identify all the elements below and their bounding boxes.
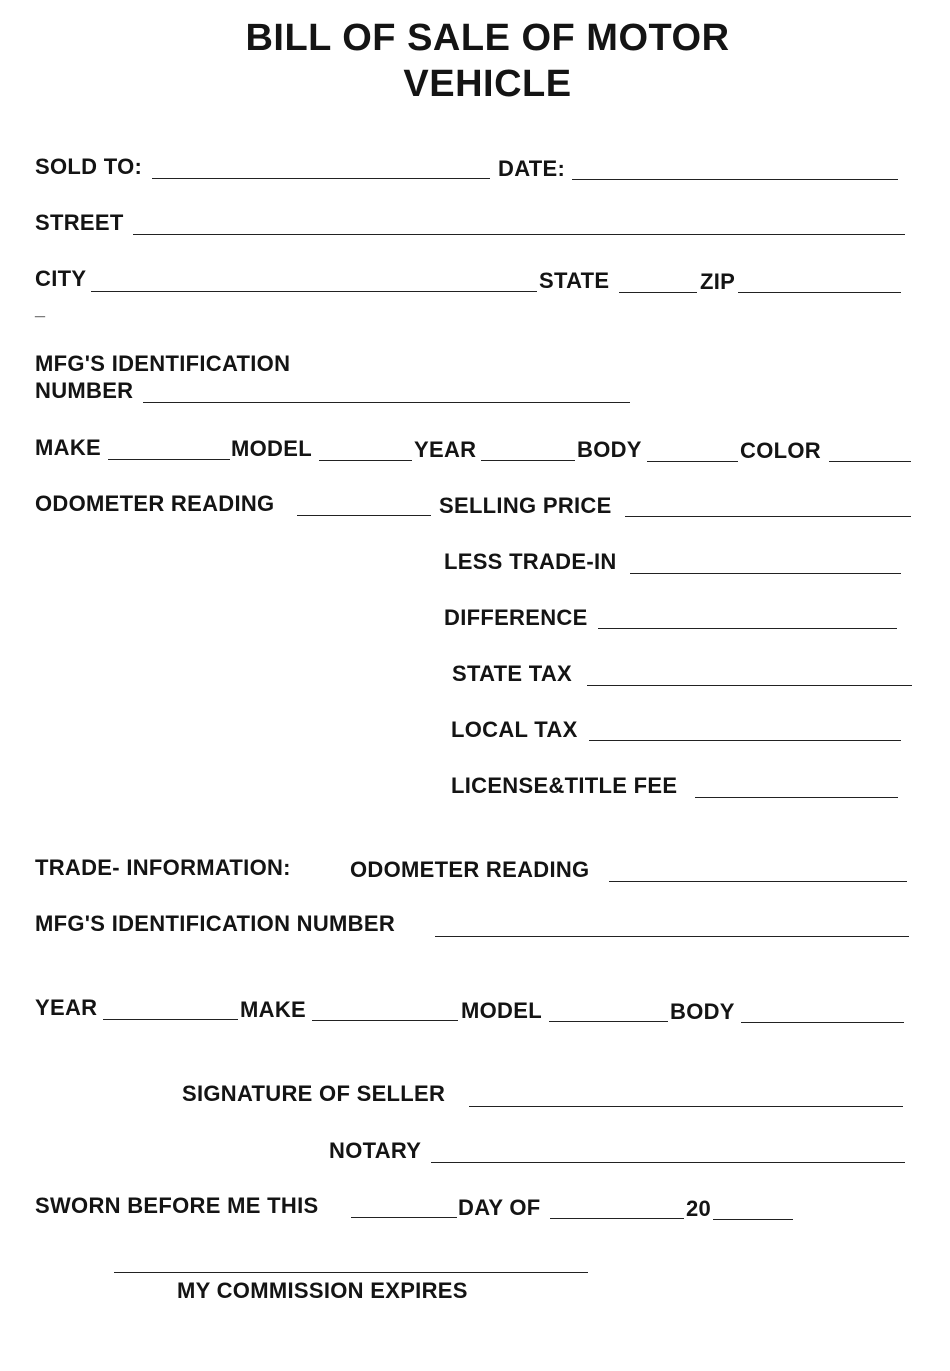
mfg-id-label-line2: NUMBER [35, 378, 134, 403]
trade-year-label: YEAR [35, 995, 98, 1020]
city-field[interactable] [91, 291, 537, 292]
body-field[interactable] [647, 461, 738, 462]
make-label: MAKE [35, 435, 101, 460]
less-trade-in-field[interactable] [630, 573, 901, 574]
commission-expires-field[interactable] [114, 1272, 588, 1273]
day-of-label: DAY OF [458, 1195, 541, 1220]
form-title-line2: VEHICLE [403, 63, 572, 105]
seller-signature-label: SIGNATURE OF SELLER [182, 1081, 446, 1106]
selling-price-field[interactable] [625, 516, 911, 517]
model-label: MODEL [231, 436, 312, 461]
trade-model-label: MODEL [461, 998, 542, 1023]
zip-field[interactable] [738, 292, 901, 293]
less-trade-in-label: LESS TRADE-IN [444, 549, 617, 574]
commission-expires-label: MY COMMISSION EXPIRES [177, 1278, 468, 1303]
model-field[interactable] [319, 460, 412, 461]
sworn-label: SWORN BEFORE ME THIS [35, 1193, 319, 1218]
mfg-id-label-line1: MFG'S IDENTIFICATION [35, 351, 291, 376]
trade-information-heading: TRADE- INFORMATION: [35, 855, 291, 880]
body-label: BODY [577, 437, 642, 462]
notary-label: NOTARY [329, 1138, 422, 1163]
mfg-id-field[interactable] [143, 402, 630, 403]
form-title-line1: BILL OF SALE OF MOTOR [245, 17, 730, 59]
trade-mfg-id-field[interactable] [435, 936, 909, 937]
trade-year-field[interactable] [103, 1019, 238, 1020]
year-field[interactable] [481, 460, 575, 461]
trade-odometer-field[interactable] [609, 881, 907, 882]
sold-to-field[interactable] [152, 178, 490, 179]
selling-price-label: SELLING PRICE [439, 493, 612, 518]
trade-body-label: BODY [670, 999, 735, 1024]
difference-field[interactable] [598, 628, 897, 629]
state-tax-field[interactable] [587, 685, 912, 686]
local-tax-label: LOCAL TAX [451, 717, 578, 742]
local-tax-field[interactable] [589, 740, 901, 741]
sworn-day-field[interactable] [351, 1217, 457, 1218]
year-label: YEAR [414, 437, 477, 462]
trade-odometer-label: ODOMETER READING [350, 857, 590, 882]
license-title-fee-label: LICENSE&TITLE FEE [451, 773, 678, 798]
trade-make-field[interactable] [312, 1020, 458, 1021]
date-label: DATE: [498, 156, 566, 181]
trade-model-field[interactable] [549, 1021, 668, 1022]
make-field[interactable] [108, 459, 230, 460]
state-field[interactable] [619, 292, 697, 293]
odometer-field[interactable] [297, 515, 431, 516]
license-title-fee-field[interactable] [695, 797, 898, 798]
year-prefix-label: 20 [686, 1196, 712, 1221]
date-field[interactable] [572, 179, 898, 180]
trade-body-field[interactable] [741, 1022, 904, 1023]
day-of-field[interactable] [550, 1218, 684, 1219]
sold-to-label: SOLD TO: [35, 154, 143, 179]
seller-signature-field[interactable] [469, 1106, 903, 1107]
difference-label: DIFFERENCE [444, 605, 588, 630]
notary-field[interactable] [431, 1162, 905, 1163]
state-label: STATE [539, 268, 610, 293]
trade-make-label: MAKE [240, 997, 306, 1022]
sworn-year-field[interactable] [713, 1219, 793, 1220]
city-label: CITY [35, 266, 87, 291]
trade-mfg-id-label: MFG'S IDENTIFICATION NUMBER [35, 911, 396, 936]
zip-label: ZIP [700, 269, 736, 294]
state-tax-label: STATE TAX [452, 661, 573, 686]
color-label: COLOR [740, 438, 821, 463]
odometer-label: ODOMETER READING [35, 491, 275, 516]
street-field[interactable] [133, 234, 905, 235]
street-label: STREET [35, 210, 124, 235]
color-field[interactable] [829, 461, 911, 462]
stray-mark: _ [35, 299, 46, 319]
